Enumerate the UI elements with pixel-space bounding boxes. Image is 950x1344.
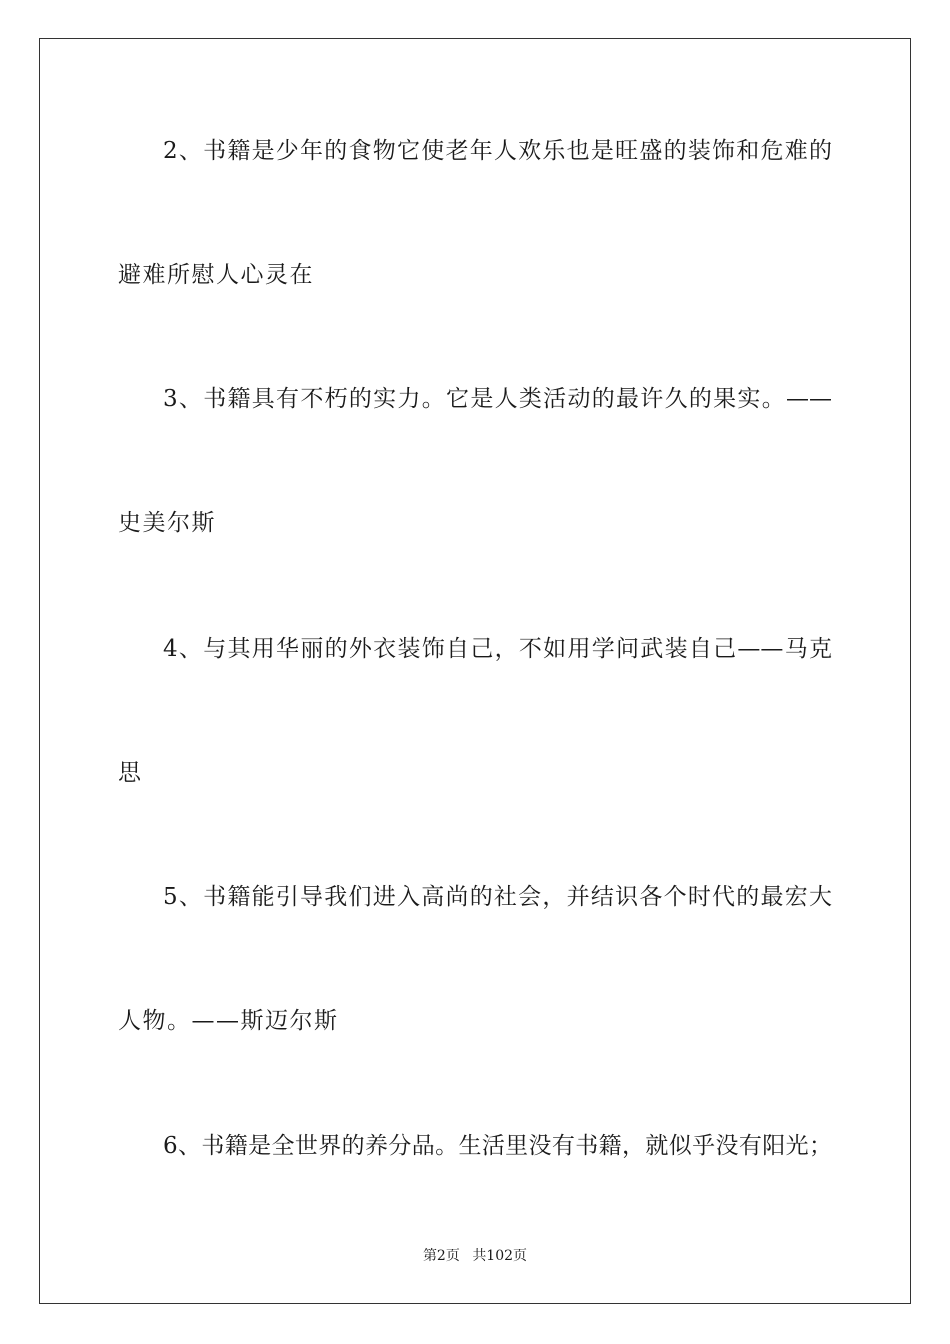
paragraph-2-line-1: 2、书籍是少年的食物它使老年人欢乐也是旺盛的装饰和危难的 [163, 138, 832, 164]
paragraph-4-line-2: 思 [118, 760, 143, 786]
paragraph-6-line-1: 6、书籍是全世界的养分品。生活里没有书籍，就似乎没有阳光； [163, 1133, 832, 1159]
paragraph-3-line-1: 3、书籍具有不朽的实力。它是人类活动的最许久的果实。—— [163, 386, 832, 412]
paragraph-4-line-1: 4、与其用华丽的外衣装饰自己，不如用学问武装自己——马克 [163, 636, 832, 662]
paragraph-5-line-1: 5、书籍能引导我们进入高尚的社会，并结识各个时代的最宏大 [163, 884, 832, 910]
page-number: 第2页 [422, 1248, 460, 1264]
page-border [39, 38, 911, 1304]
paragraph-2-line-2: 避难所慰人心灵在 [118, 262, 314, 288]
paragraph-3-line-2: 史美尔斯 [118, 510, 216, 536]
paragraph-5-line-2: 人物。——斯迈尔斯 [118, 1008, 339, 1034]
page-total: 共102页 [472, 1248, 528, 1264]
page-footer [0, 1247, 950, 1265]
